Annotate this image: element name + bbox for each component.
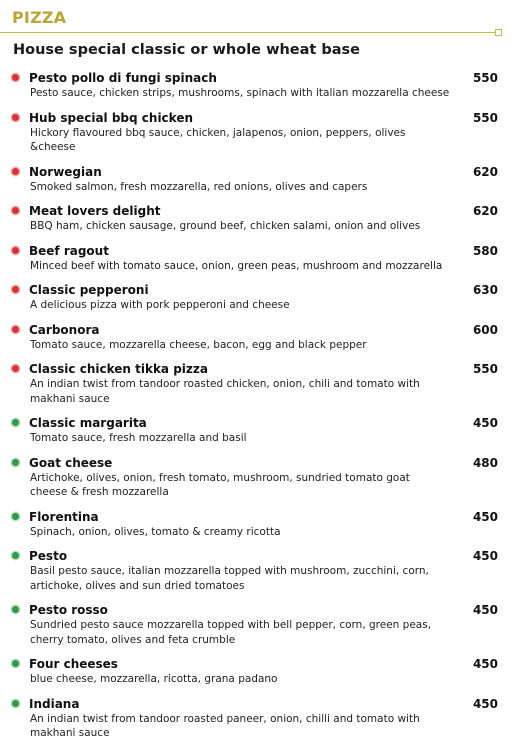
food-type-dot-icon [12, 459, 19, 466]
item-price: 450 [472, 416, 498, 430]
item-price: 550 [472, 110, 498, 125]
item-description: blue cheese, mozzarella, ricotta, grana padano [30, 673, 278, 685]
item-name: Pesto pollo di fungi spinach [29, 71, 217, 85]
item-description: Pesto sauce, chicken strips, mushrooms, spinach with italian mozzarella cheese [30, 87, 450, 99]
item-price: 450 [472, 696, 498, 711]
food-type-dot-icon [12, 513, 19, 520]
food-type-dot-icon [12, 74, 19, 81]
item-name: Classic chicken tikka pizza [29, 362, 208, 376]
divider-end-marker [495, 29, 502, 36]
item-price: 620 [472, 204, 498, 218]
item-price: 620 [472, 164, 498, 179]
item-description: An indian twist from tandoor roasted paneer, onion, chilli and tomato with makhani sauce [30, 712, 420, 739]
item-name: Classic pepperoni [29, 283, 149, 297]
item-name: Meat lovers delight [29, 204, 161, 218]
item-price: 630 [472, 283, 498, 297]
food-type-dot-icon [12, 660, 19, 667]
food-type-dot-icon [12, 114, 19, 121]
menu-item [0, 70, 514, 101]
item-description: Tomato sauce, fresh mozzarella and basil [30, 432, 247, 444]
item-description: Tomato sauce, mozzarella cheese, bacon, egg and black pepper [30, 338, 367, 351]
item-price: 450 [472, 509, 498, 524]
item-description: Hickory flavoured bbq sauce, chicken, jalapenos, onion, peppers, olives &cheese [30, 126, 406, 153]
item-description: BBQ ham, chicken sausage, ground beef, chicken salami, onion and olives [30, 220, 421, 232]
food-type-dot-icon [12, 365, 19, 372]
item-description: Smoked salmon, fresh mozzarella, red onions, olives and capers [30, 180, 368, 193]
item-name: Florentina [29, 509, 99, 524]
item-name: Indiana [29, 696, 80, 711]
item-price: 550 [472, 71, 498, 85]
menu-item [0, 110, 514, 155]
item-price: 450 [472, 657, 498, 671]
item-price: 580 [472, 243, 498, 258]
item-name: Hub special bbq chicken [29, 110, 194, 125]
food-type-dot-icon [12, 207, 19, 214]
menu-item-list [0, 70, 514, 750]
menu-item [0, 322, 514, 353]
menu-item [0, 415, 514, 446]
food-type-dot-icon [12, 606, 19, 613]
menu-item [0, 164, 514, 195]
item-price: 600 [472, 322, 498, 337]
section-title: PIZZA [12, 8, 67, 27]
item-description: Artichoke, olives, onion, fresh tomato, mushroom, sundried tomato goat cheese & fresh mozzarella [30, 471, 410, 498]
menu-item [0, 656, 514, 687]
item-name: Goat cheese [29, 455, 113, 470]
item-name: Four cheeses [29, 657, 118, 671]
item-name: Beef ragout [29, 243, 109, 258]
food-type-dot-icon [12, 419, 19, 426]
menu-item [0, 361, 514, 406]
item-price: 450 [472, 603, 498, 617]
item-name: Pesto [29, 549, 68, 563]
item-description: A delicious pizza with pork pepperoni and cheese [30, 299, 290, 311]
food-type-dot-icon [12, 552, 19, 559]
item-name: Pesto rosso [29, 603, 108, 617]
food-type-dot-icon [12, 168, 19, 175]
item-name: Classic margarita [29, 416, 147, 430]
menu-subtitle: House special classic or whole wheat base [13, 42, 361, 58]
menu-item [0, 602, 514, 647]
item-description: Minced beef with tomato sauce, onion, green peas, mushroom and mozzarella [30, 259, 443, 272]
menu-item [0, 509, 514, 540]
menu-item [0, 455, 514, 500]
item-description: Basil pesto sauce, italian mozzarella topped with mushroom, zucchini, corn, artichoke, olives and sun dried tomatoes [30, 565, 429, 592]
item-description: Spinach, onion, olives, tomato & creamy ricotta [30, 525, 281, 538]
food-type-dot-icon [12, 247, 19, 254]
item-name: Carbonora [29, 322, 100, 337]
menu-item [0, 203, 514, 234]
item-price: 480 [472, 455, 498, 470]
menu-item [0, 548, 514, 593]
item-name: Norwegian [29, 164, 102, 179]
item-description: An indian twist from tandoor roasted chicken, onion, chili and tomato with makhani sauce [30, 378, 420, 405]
section-divider [0, 32, 497, 33]
item-price: 450 [472, 549, 498, 563]
menu-item [0, 243, 514, 274]
menu-item [0, 696, 514, 741]
menu-item [0, 282, 514, 313]
food-type-dot-icon [12, 286, 19, 293]
item-description: Sundried pesto sauce mozzarella topped with bell pepper, corn, green peas, cherry tomato, olives and feta crumble [30, 619, 432, 646]
item-price: 550 [472, 362, 498, 376]
food-type-dot-icon [12, 326, 19, 333]
food-type-dot-icon [12, 700, 19, 707]
